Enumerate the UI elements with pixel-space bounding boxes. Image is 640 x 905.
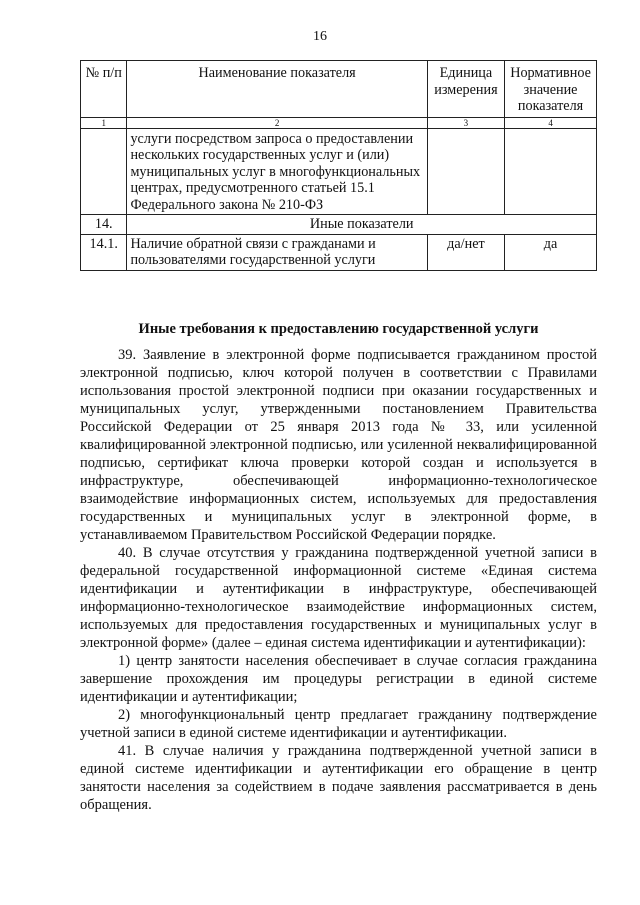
paragraph-41: 41. В случае наличия у гражданина подтвержденной учетной записи в единой системе идентификации и аутентификации его обращение в центр занятости населения за содействием в подаче заявления рассматривается в день обращения. (80, 743, 597, 813)
col-number-3: 3 (427, 117, 504, 128)
cell-empty (505, 128, 597, 215)
col-number-1: 1 (81, 117, 127, 128)
section-row (81, 215, 597, 235)
continued-text-cell: услуги посредством запроса о предоставлении нескольких государственных услуг и (или) муниципальных услуг в многофункциональных центрах, предусмотренного статьей 15.1 Федерального закона № 210-ФЗ (127, 128, 427, 215)
header-unit: Единица измерения (427, 61, 504, 118)
paragraph-39: 39. Заявление в электронной форме подписывается гражданином простой электронной подписью, ключ которой получен в соответствии с Правилами использования простой электронной подписи при оказании государственных и муниципальных услуг, утвержденными постановлением Правительства Российской Федерации от 25 января 2013 года № 33, или усиленной квалифицированной электронной подписью, или усиленной неквалифицированной подписью, сертификат ключа проверки которой создан и используется в инфраструктуре, обеспечивающей информационно-технологическое взаимодействие информационных систем, используемых для предоставления государственных и муниципальных услуг в электронной форме, в устанавливаемом Правительством Российской Федерации порядке. (80, 347, 597, 543)
header-value: Нормативное значение показателя (505, 61, 597, 118)
header-num: № п/п (81, 61, 127, 118)
paragraph-40-item-2: 2) многофункциональный центр предлагает гражданину подтверждение учетной записи в единой системе идентификации и аутентификации. (80, 707, 597, 741)
table-row (81, 128, 597, 215)
row-name: Наличие обратной связи с гражданами и пользователями государственной услуги (127, 234, 427, 270)
row-unit: да/нет (427, 234, 504, 270)
table-header-row (81, 61, 597, 118)
section-heading: Иные показатели (127, 215, 597, 235)
column-numbers-row (81, 117, 597, 128)
col-number-2: 2 (127, 117, 427, 128)
col-number-4: 4 (505, 117, 597, 128)
paragraph-40: 40. В случае отсутствия у гражданина подтвержденной учетной записи в федеральной государственной информационной системе «Единая система идентификации и аутентификации в инфраструктуре, обеспечивающей информационно-технологическое взаимодействие информационных систем, используемых для предоставления государственных и муниципальных услуг в электронной форме» (далее – единая система идентификации и аутентификации): (80, 545, 597, 651)
indicators-table (80, 60, 597, 271)
table-row (81, 234, 597, 270)
section-number: 14. (81, 215, 127, 235)
page-number: 16 (313, 29, 327, 44)
row-number: 14.1. (81, 234, 127, 270)
header-name: Наименование показателя (127, 61, 427, 118)
paragraph-40-item-1: 1) центр занятости населения обеспечивает в случае согласия гражданина завершение прохождения им процедуры регистрации в единой системе идентификации и аутентификации; (80, 653, 597, 705)
cell-empty (81, 128, 127, 215)
row-value: да (505, 234, 597, 270)
section-title: Иные требования к предоставлению государственной услуги (138, 321, 539, 337)
body-text (80, 346, 597, 814)
cell-empty (427, 128, 504, 215)
